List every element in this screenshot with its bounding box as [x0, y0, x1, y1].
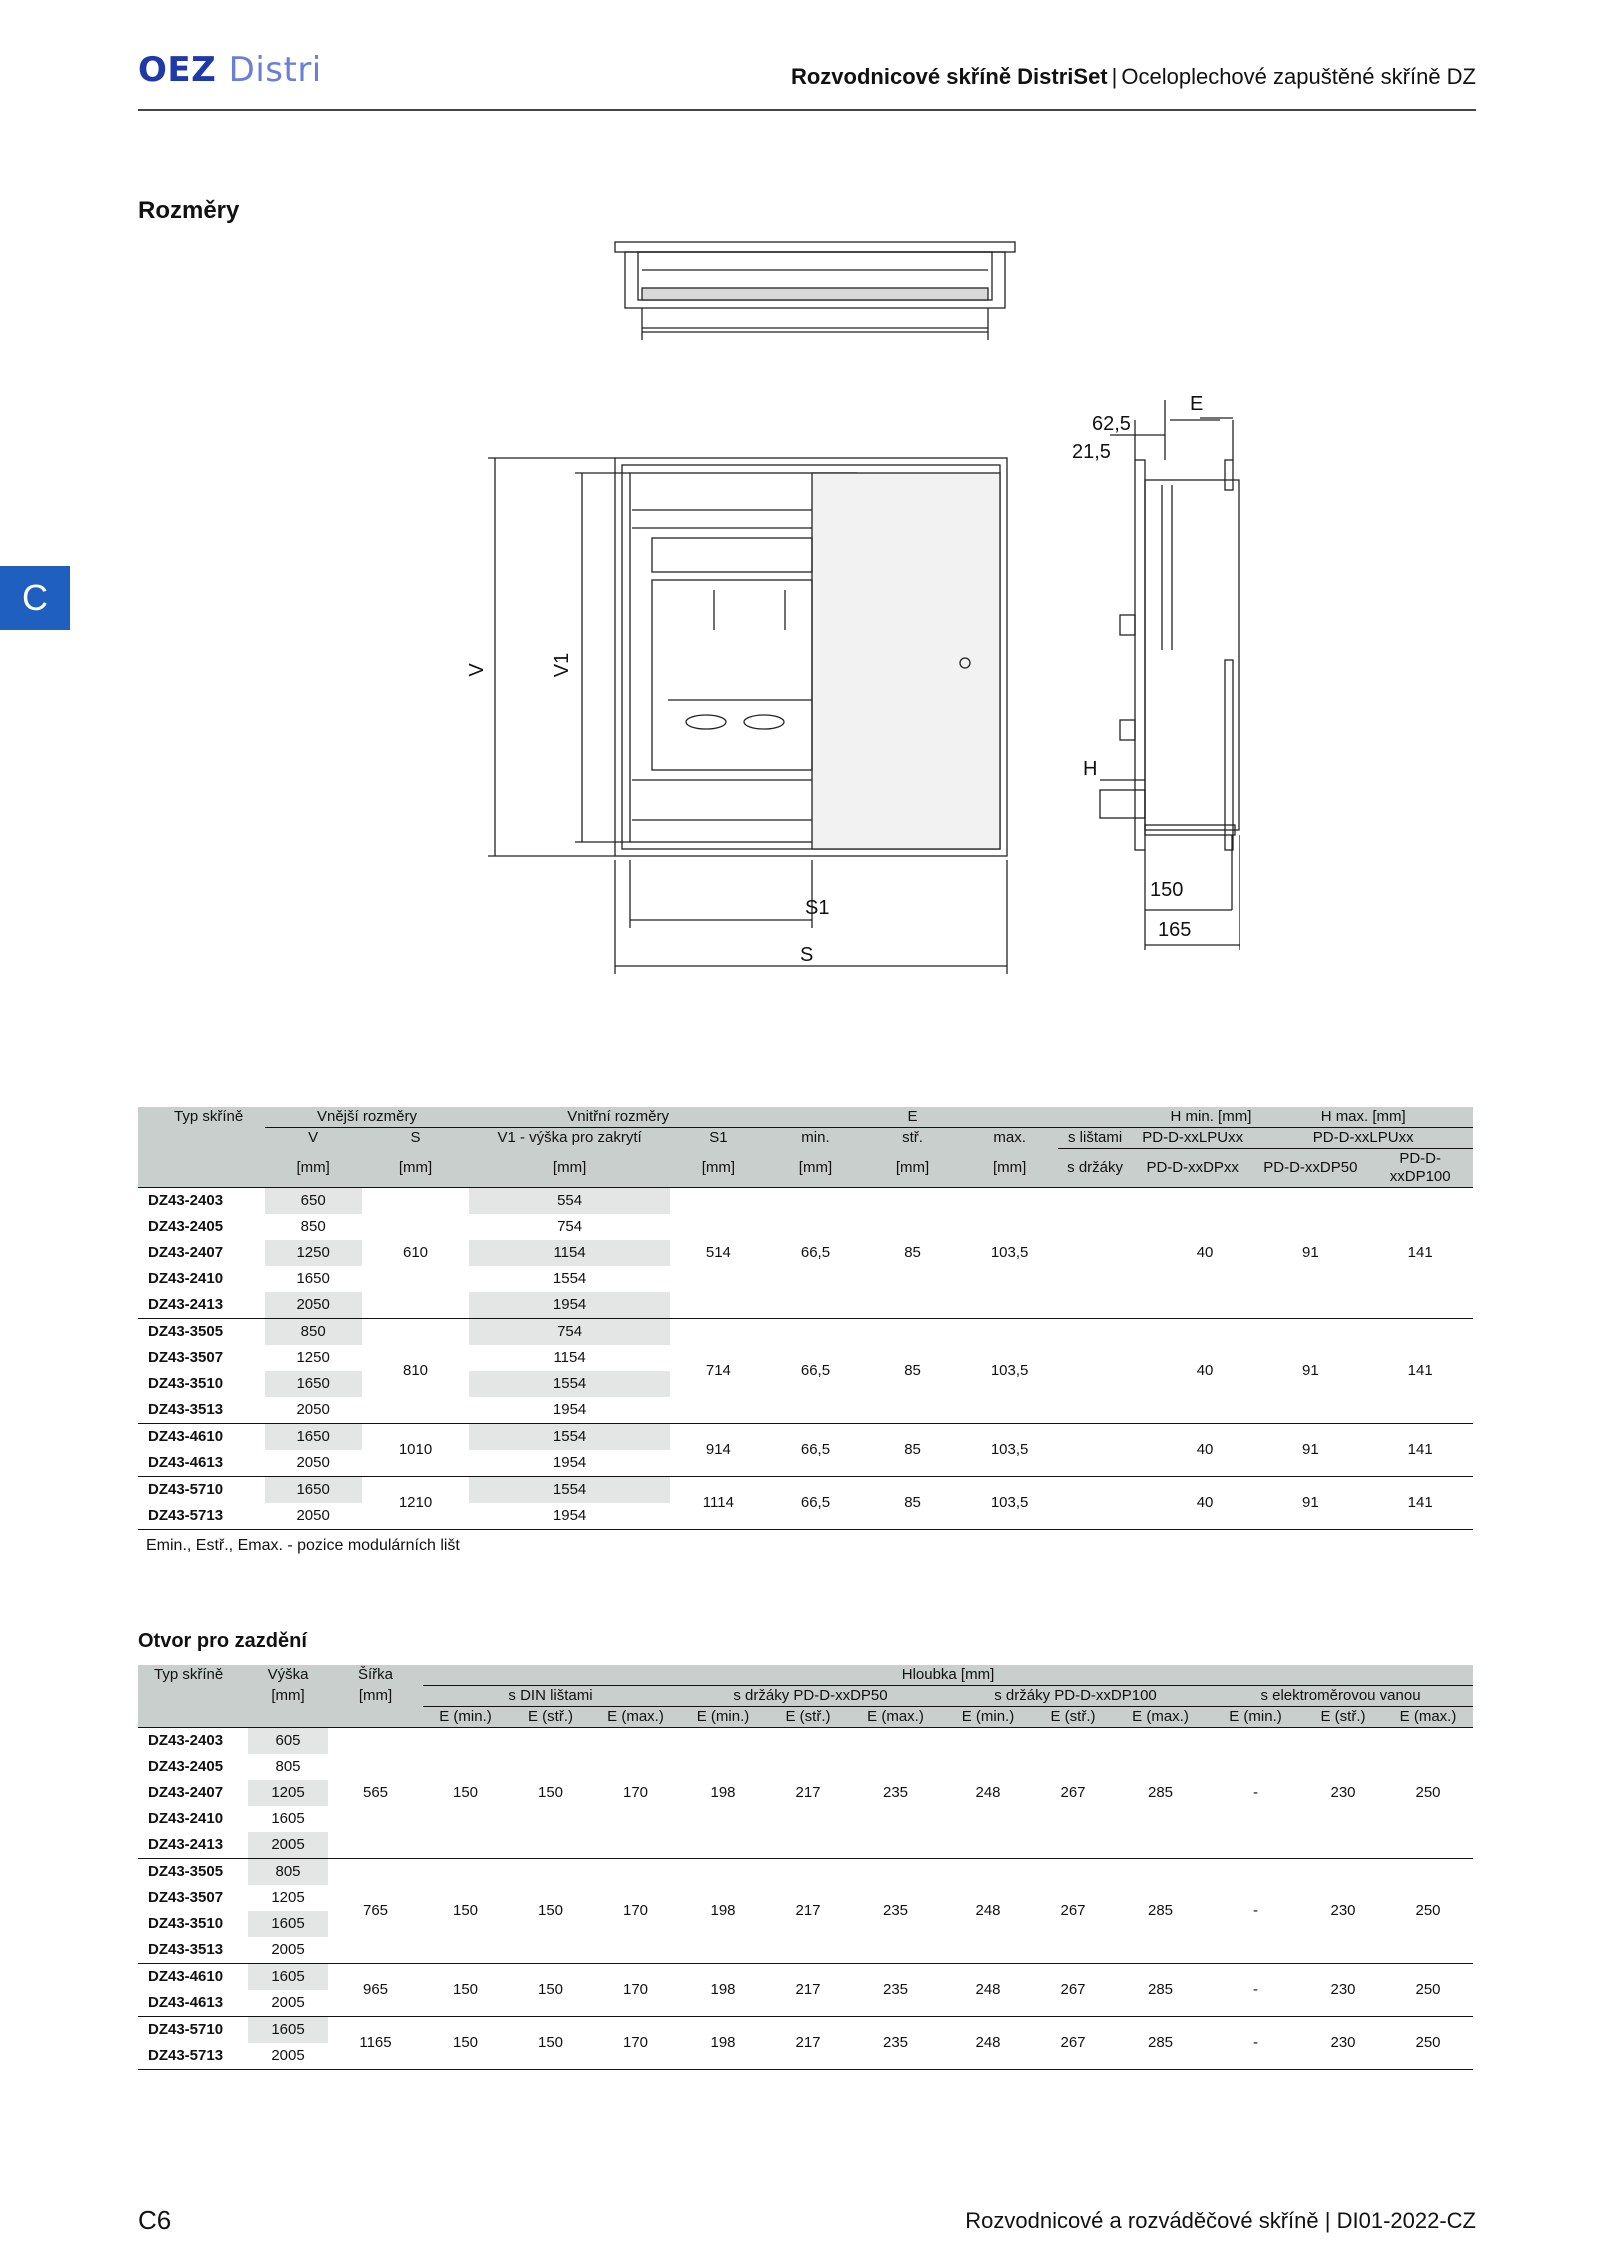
table-cell: - — [1208, 1728, 1303, 1859]
table-cell: 250 — [1383, 1728, 1473, 1859]
table-cell: DZ43-5710 — [148, 2021, 224, 2038]
table-cell: 1650 — [296, 1270, 330, 1287]
table-cell: 250 — [1383, 2017, 1473, 2070]
table-cell: 810 — [362, 1319, 470, 1424]
table-cell: 2050 — [265, 1450, 362, 1477]
table-cell: 650 — [265, 1188, 362, 1215]
table-cell: 2005 — [248, 1937, 328, 1964]
table-cell: 248 — [943, 1859, 1033, 1964]
table-cell: 765 — [328, 1859, 423, 1964]
table-cell: 141 — [1367, 1424, 1473, 1477]
th-v: V — [265, 1128, 362, 1149]
table-cell: 150 — [423, 1859, 508, 1964]
table-cell: 1605 — [248, 1911, 328, 1937]
th2-e: E (max.) — [848, 1707, 943, 1728]
table-cell: DZ43-5710 — [148, 1481, 224, 1498]
th-slistami: s lištami — [1058, 1128, 1132, 1149]
footer-doc-code: DI01-2022-CZ — [1336, 2208, 1476, 2233]
th-hmax: H max. [mm] — [1253, 1107, 1473, 1128]
table-cell: 217 — [768, 1964, 848, 2017]
th2-e: E (max.) — [593, 1707, 678, 1728]
table-cell: 150 — [508, 2017, 593, 2070]
th-s1: S1 — [670, 1128, 767, 1149]
th-mm: [mm] — [864, 1149, 961, 1188]
table-cell: 198 — [678, 2017, 768, 2070]
table-cell: 103,5 — [961, 1424, 1058, 1477]
top-view — [615, 242, 1015, 340]
table-cell: DZ43-2405 — [148, 1218, 224, 1235]
table-row — [138, 1188, 1473, 1215]
table-cell: 1010 — [362, 1424, 470, 1477]
th2-e: E (min.) — [423, 1707, 508, 1728]
table-cell: DZ43-2407 — [148, 1244, 224, 1261]
th-pdlpu: PD-D-xxLPUxx — [1132, 1128, 1253, 1149]
logo-main: OEZ — [138, 50, 217, 90]
table-cell: 2005 — [248, 1832, 328, 1859]
table-cell: 141 — [1367, 1188, 1473, 1319]
table-row — [138, 1859, 1473, 1886]
table-cell: 235 — [848, 2017, 943, 2070]
side-view — [1100, 460, 1239, 850]
table-cell: DZ43-2403 — [148, 1732, 224, 1749]
table-cell: 235 — [848, 1728, 943, 1859]
table-cell: DZ43-2410 — [148, 1810, 224, 1827]
th-v1: V1 - výška pro zakrytí — [469, 1128, 670, 1149]
table-cell: 1605 — [248, 1964, 328, 1991]
table-cell: DZ43-3505 — [148, 1323, 224, 1340]
table-cell: 1205 — [248, 1780, 328, 1806]
table-cell: 1605 — [271, 1810, 305, 1827]
table-cell: 250 — [1383, 1964, 1473, 2017]
table-cell: 1605 — [248, 2017, 328, 2044]
table-cell: DZ43-3513 — [138, 1937, 248, 1964]
th2-typ: Typ skříně — [138, 1665, 248, 1686]
th2-e: E (stř.) — [508, 1707, 593, 1728]
table-cell: 850 — [265, 1319, 362, 1346]
table-cell: DZ43-4610 — [148, 1428, 224, 1445]
technical-drawing — [420, 220, 1240, 980]
table-cell: 230 — [1303, 1964, 1383, 2017]
table-cell: 103,5 — [961, 1188, 1058, 1319]
table-cell: 1210 — [362, 1477, 470, 1530]
th-mm: [mm] — [362, 1149, 470, 1188]
table-cell: DZ43-2413 — [138, 1832, 248, 1859]
dim-s: S — [800, 944, 814, 966]
th2-sirka: Šířka — [328, 1665, 423, 1686]
dim-h: H — [1083, 758, 1098, 780]
front-view — [615, 458, 1007, 856]
table-cell: 2050 — [265, 1397, 362, 1424]
dim-e: E — [1190, 393, 1204, 415]
table-cell: 91 — [1253, 1319, 1367, 1424]
dim-v: V — [466, 663, 488, 677]
dim-21-5: 21,5 — [1072, 441, 1111, 463]
table-cell: 1954 — [469, 1292, 670, 1319]
table-cell: 40 — [1058, 1477, 1253, 1530]
table-cell: 40 — [1058, 1188, 1253, 1319]
table-cell: 2050 — [265, 1292, 362, 1319]
table-cell: 85 — [864, 1188, 961, 1319]
table-cell: 150 — [508, 1859, 593, 1964]
table-cell: 217 — [768, 1728, 848, 1859]
table-cell: 85 — [864, 1424, 961, 1477]
table-row — [138, 1424, 1473, 1451]
header-title-bold: Rozvodnicové skříně DistriSet — [790, 64, 1108, 89]
table-cell: DZ43-4610 — [148, 1968, 224, 1985]
th2-e: E (min.) — [678, 1707, 768, 1728]
opening-table — [138, 1665, 1473, 2070]
table-cell: 285 — [1113, 2017, 1208, 2070]
opening-table-body — [138, 1728, 1473, 2070]
table-cell: 914 — [670, 1424, 767, 1477]
table-cell: 150 — [423, 1728, 508, 1859]
table-cell: 805 — [248, 1859, 328, 1886]
table-cell: 40 — [1058, 1319, 1253, 1424]
table-cell: 217 — [768, 1859, 848, 1964]
footer-doc-title: Rozvodnicové a rozváděčové skříně — [965, 2208, 1319, 2233]
table-note: Emin., Estř., Emax. - pozice modulárních lišt — [146, 1537, 460, 1554]
table-cell: 1165 — [328, 2017, 423, 2070]
table-cell: 285 — [1113, 1964, 1208, 2017]
table-cell: DZ43-3505 — [148, 1863, 224, 1880]
table-cell: DZ43-3507 — [148, 1349, 224, 1366]
table-cell: DZ43-3510 — [148, 1915, 224, 1932]
table-cell: 1954 — [469, 1450, 670, 1477]
dim-165: 165 — [1158, 919, 1192, 941]
table-cell: 1954 — [469, 1503, 670, 1530]
th-mm: [mm] — [265, 1149, 362, 1188]
table-cell: 66,5 — [767, 1319, 864, 1424]
table-cell: DZ43-2413 — [138, 1292, 265, 1319]
th-dp50: PD-D-xxDP50 — [1253, 1149, 1367, 1188]
table-cell: 91 — [1253, 1188, 1367, 1319]
th-mm: [mm] — [670, 1149, 767, 1188]
dim-s1: S1 — [805, 897, 830, 919]
th-pddp: PD-D-xxDPxx — [1132, 1149, 1253, 1188]
table-cell: - — [1208, 1964, 1303, 2017]
th2-e: E (stř.) — [768, 1707, 848, 1728]
th2-e: E (stř.) — [1033, 1707, 1113, 1728]
th-hmin: H min. [mm] — [1058, 1107, 1253, 1128]
table-cell: 66,5 — [767, 1424, 864, 1477]
table-cell: 91 — [1253, 1477, 1367, 1530]
table-cell: 141 — [1367, 1477, 1473, 1530]
table-cell: 754 — [469, 1319, 670, 1346]
table-cell: 754 — [557, 1218, 583, 1235]
table-cell: 267 — [1033, 2017, 1113, 2070]
th2-elektro: s elektroměrovou vanou — [1208, 1686, 1473, 1707]
table-cell: DZ43-4613 — [138, 1450, 265, 1477]
table-cell: 230 — [1303, 1859, 1383, 1964]
th-mm: [mm] — [961, 1149, 1058, 1188]
table-cell: 198 — [678, 1728, 768, 1859]
th2-mm: [mm] — [248, 1686, 328, 1707]
table-cell: 850 — [300, 1218, 326, 1235]
table-cell: - — [1208, 1859, 1303, 1964]
table-cell: 198 — [678, 1964, 768, 2017]
table-cell: 2050 — [265, 1503, 362, 1530]
th-str: stř. — [864, 1128, 961, 1149]
table-cell: 605 — [248, 1728, 328, 1755]
table-cell: DZ43-2410 — [148, 1270, 224, 1287]
th-inner: Vnitřní rozměry — [469, 1107, 767, 1128]
table-cell: 1205 — [271, 1889, 305, 1906]
header-title-rest: Oceloplechové zapuštěné skříně DZ — [1121, 64, 1476, 89]
th2-e: E (min.) — [943, 1707, 1033, 1728]
th2-e: E (min.) — [1208, 1707, 1303, 1728]
table-cell: 85 — [864, 1319, 961, 1424]
table-cell: DZ43-2403 — [148, 1192, 224, 1209]
dimensions-table-body — [138, 1188, 1473, 1530]
table-cell: 1154 — [469, 1240, 670, 1266]
dimensions-table — [138, 1107, 1473, 1530]
th2-mm: [mm] — [328, 1686, 423, 1707]
table-cell: 66,5 — [767, 1188, 864, 1319]
table-cell: DZ43-3510 — [148, 1375, 224, 1392]
table-cell: 714 — [670, 1319, 767, 1424]
table-cell: 514 — [670, 1188, 767, 1319]
dim-150: 150 — [1150, 879, 1184, 901]
table-cell: 248 — [943, 1728, 1033, 1859]
th-pdlpu2: PD-D-xxLPUxx — [1253, 1128, 1473, 1149]
table-cell: 285 — [1113, 1859, 1208, 1964]
table-cell: 1650 — [265, 1371, 362, 1397]
table-cell: 1954 — [469, 1397, 670, 1424]
th-typ: Typ skříně — [138, 1107, 265, 1128]
th-sdrzaky: s držáky — [1058, 1149, 1132, 1188]
logo — [138, 50, 322, 90]
table-cell: 267 — [1033, 1964, 1113, 2017]
table-row — [138, 1728, 1473, 1755]
table-cell: 230 — [1303, 2017, 1383, 2070]
logo-sub: Distri — [228, 50, 322, 90]
header-rule — [138, 109, 1476, 111]
section-title-dimensions: Rozměry — [138, 197, 240, 224]
th2-e: E (max.) — [1383, 1707, 1473, 1728]
section-title-opening: Otvor pro zazdění — [138, 1630, 307, 1652]
table-cell: 103,5 — [961, 1319, 1058, 1424]
th2-dp100: s držáky PD-D-xxDP100 — [943, 1686, 1208, 1707]
table-cell: 170 — [593, 1728, 678, 1859]
th-outer: Vnější rozměry — [265, 1107, 470, 1128]
table-cell: 103,5 — [961, 1477, 1058, 1530]
table-cell: 235 — [848, 1859, 943, 1964]
table-cell: 150 — [423, 2017, 508, 2070]
table-cell: 150 — [508, 1728, 593, 1859]
table-cell: 565 — [328, 1728, 423, 1859]
table-cell: 1250 — [296, 1349, 330, 1366]
th-e: E — [767, 1107, 1058, 1128]
table-cell: 91 — [1253, 1424, 1367, 1477]
table-cell: 1650 — [265, 1477, 362, 1504]
table-cell: 248 — [943, 1964, 1033, 2017]
table-cell: 170 — [593, 2017, 678, 2070]
table-cell: 66,5 — [767, 1477, 864, 1530]
table-row — [138, 1477, 1473, 1504]
table-cell: 170 — [593, 1964, 678, 2017]
table-cell: 141 — [1367, 1319, 1473, 1424]
table-cell: DZ43-5713 — [138, 2043, 248, 2070]
table-cell: 2005 — [248, 2043, 328, 2070]
table-cell: 198 — [678, 1859, 768, 1964]
table-cell: 150 — [423, 1964, 508, 2017]
table-cell: 1114 — [670, 1477, 767, 1530]
table-cell: 285 — [1113, 1728, 1208, 1859]
table-cell: 267 — [1033, 1728, 1113, 1859]
table-cell: 170 — [593, 1859, 678, 1964]
dim-v1: V1 — [551, 652, 573, 678]
table-cell: 1554 — [469, 1477, 670, 1504]
table-cell: 85 — [864, 1477, 961, 1530]
table-cell: 235 — [848, 1964, 943, 2017]
table-cell: 1554 — [469, 1371, 670, 1397]
header-title — [791, 64, 1476, 90]
th2-hloubka: Hloubka [mm] — [423, 1665, 1473, 1686]
table-cell: 217 — [768, 2017, 848, 2070]
table-cell: DZ43-3507 — [148, 1889, 224, 1906]
th2-vyska: Výška — [248, 1665, 328, 1686]
th-max: max. — [961, 1128, 1058, 1149]
table-cell: 805 — [275, 1758, 301, 1775]
header-separator: | — [1111, 64, 1118, 89]
table-cell: 250 — [1383, 1859, 1473, 1964]
table-cell: 150 — [508, 1964, 593, 2017]
th2-e: E (max.) — [1113, 1707, 1208, 1728]
th2-e: E (stř.) — [1303, 1707, 1383, 1728]
table-cell: 1154 — [553, 1349, 586, 1366]
table-cell: 40 — [1058, 1424, 1253, 1477]
table-cell: 610 — [362, 1188, 470, 1319]
th-dp100: PD-D-xxDP100 — [1367, 1149, 1473, 1188]
th-mm: [mm] — [767, 1149, 864, 1188]
table-cell: 230 — [1303, 1728, 1383, 1859]
th-min: min. — [767, 1128, 864, 1149]
table-cell: DZ43-4613 — [138, 1990, 248, 2017]
table-cell: - — [1208, 2017, 1303, 2070]
table-cell: DZ43-2407 — [148, 1784, 224, 1801]
table-row — [138, 1964, 1473, 1991]
chapter-tab: C — [0, 566, 70, 630]
th-s: S — [362, 1128, 470, 1149]
table-cell: 1554 — [552, 1270, 587, 1287]
table-cell: DZ43-2405 — [148, 1758, 224, 1775]
table-cell: 1250 — [265, 1240, 362, 1266]
table-cell: 267 — [1033, 1859, 1113, 1964]
dim-62-5: 62,5 — [1092, 413, 1131, 435]
footer-title: Rozvodnicové a rozváděčové skříně | DI01-2022-CZ — [965, 2208, 1476, 2233]
table-cell: 2005 — [248, 1990, 328, 2017]
table-cell: 248 — [943, 2017, 1033, 2070]
table-row — [138, 2017, 1473, 2044]
page-number: C6 — [138, 2205, 172, 2235]
th-mm: [mm] — [469, 1149, 670, 1188]
table-row — [138, 1319, 1473, 1346]
table-cell: 554 — [469, 1188, 670, 1215]
th2-dp50: s držáky PD-D-xxDP50 — [678, 1686, 943, 1707]
table-cell: DZ43-5713 — [138, 1503, 265, 1530]
th2-din: s DIN lištami — [423, 1686, 678, 1707]
table-cell: DZ43-3513 — [138, 1397, 265, 1424]
table-cell: 965 — [328, 1964, 423, 2017]
table-cell: 1650 — [265, 1424, 362, 1451]
table-cell: 1554 — [469, 1424, 670, 1451]
